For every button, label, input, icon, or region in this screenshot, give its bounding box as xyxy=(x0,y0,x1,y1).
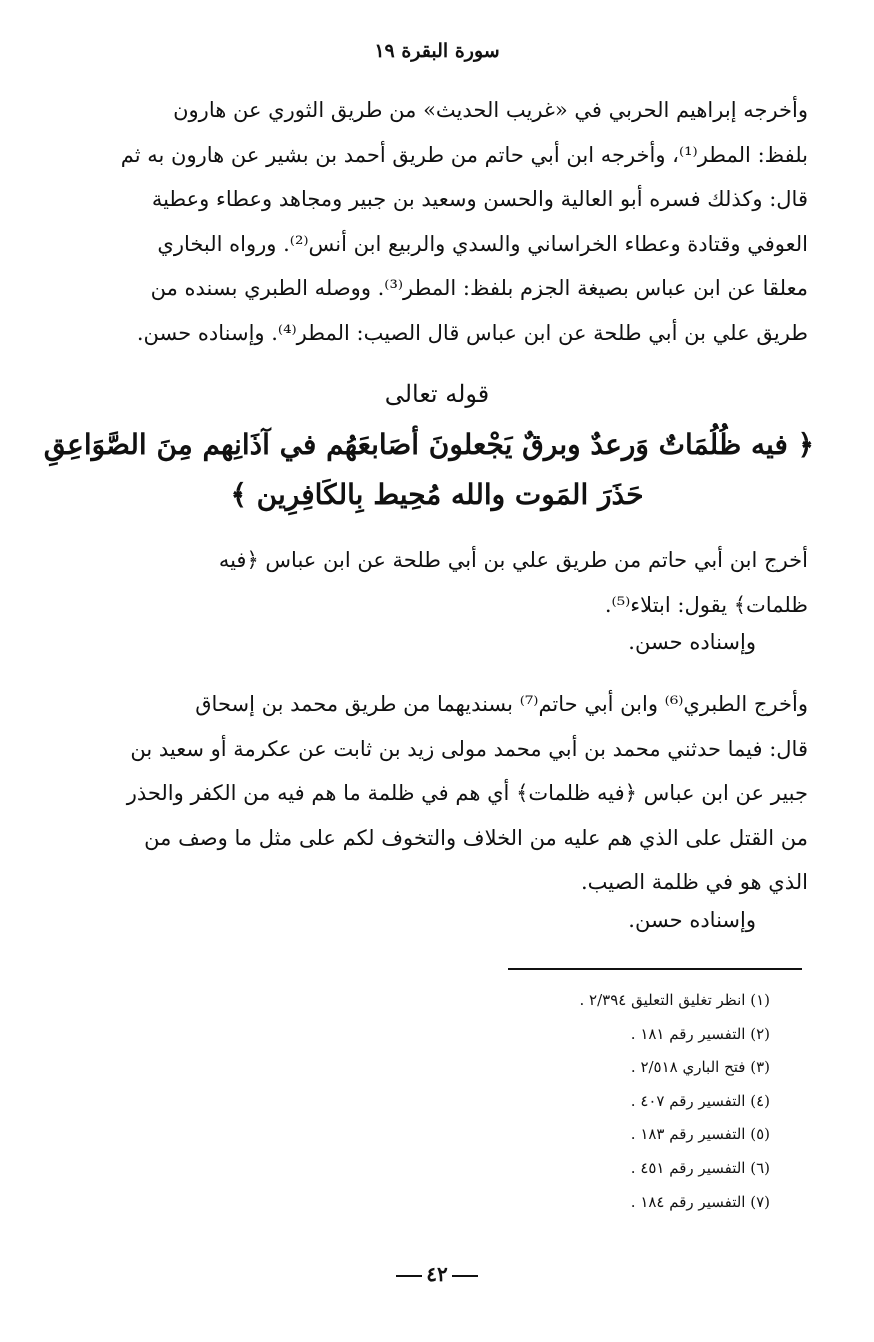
footnote-item: (٣) فتح الباري ٢/٥١٨ . xyxy=(630,1058,770,1077)
page-number-dash-right xyxy=(452,1275,478,1277)
paragraph-5-line: قال: فيما حدثني محمد بن أبي محمد مولى زيد بن ثابت عن عكرمة أو سعيد بن xyxy=(130,736,808,761)
verse-line-2: حَذَرَ المَوت والله مُحِيط بِالكَافِرِين ﴾ xyxy=(230,478,644,511)
footnotes-list xyxy=(579,984,770,1219)
paragraph-5-line: من القتل على الذي هم عليه من الخلاف والتخوف لكم على مثل ما وصف من xyxy=(144,825,808,850)
paragraph-5-line: وأخرج الطبري⁽⁶⁾ وابن أبي حاتم⁽⁷⁾ بسنديهما من طريق محمد بن إسحاق xyxy=(195,692,808,716)
footnote-item: (٧) التفسير رقم ١٨٤ . xyxy=(630,1192,770,1211)
footnote-item: (١) انظر تغليق التعليق ٢/٣٩٤ . xyxy=(579,991,770,1009)
paragraph-1-line: العوفي وقتادة وعطاء الخراساني والسدي والربيع ابن أنس⁽²⁾. ورواه البخاري xyxy=(157,231,808,256)
verse-intro: قوله تعالى xyxy=(384,380,490,408)
paragraph-4: وإسناده حسن. xyxy=(628,630,756,654)
paragraph-3-line: ظلمات﴾ يقول: ابتلاء⁽⁵⁾. xyxy=(604,592,808,617)
paragraph-1-line: طريق علي بن أبي طلحة عن ابن عباس قال الصيب: المطر⁽⁴⁾. وإسناده حسن. xyxy=(136,320,808,345)
footnote-item: (٦) التفسير رقم ٤٥١ . xyxy=(630,1158,770,1177)
paragraph-1-line: معلقا عن ابن عباس بصيغة الجزم بلفظ: المطر⁽³⁾. ووصله الطبري بسنده من xyxy=(150,276,808,300)
page-header-title: سورة البقرة ١٩ xyxy=(374,40,500,62)
paragraph-3-line: أخرج ابن أبي حاتم من طريق علي بن أبي طلحة عن ابن عباس ﴿فيه xyxy=(218,548,808,572)
footnote-item: (٢) التفسير رقم ١٨١ . xyxy=(630,1024,770,1043)
footnote-item: (٤) التفسير رقم ٤٠٧ . xyxy=(630,1091,770,1110)
paragraph-1-line: بلفظ: المطر⁽¹⁾، وأخرجه ابن أبي حاتم من طريق أحمد بن بشير عن هارون به ثم xyxy=(120,142,808,167)
paragraph-1-line: وأخرجه إبراهيم الحربي في «غريب الحديث» من طريق الثوري عن هارون xyxy=(173,98,808,122)
paragraph-1 xyxy=(96,88,808,355)
verse-line-1: ﴿ فيه ظُلُمَاتٌ وَرعدٌ وبرقٌ يَجْعلونَ أصَابعَهُم في آذَانِهم مِنَ الصَّوَاعِقِ xyxy=(43,428,814,461)
page-number xyxy=(0,1262,874,1286)
paragraph-6: وإسناده حسن. xyxy=(628,908,756,932)
footnote-divider xyxy=(508,968,802,970)
paragraph-5-line: جبير عن ابن عباس ﴿فيه ظلمات﴾ أي هم في ظلمة ما هم فيه من الكفر والحذر xyxy=(126,781,808,805)
page-number-value: ٤٢ xyxy=(426,1262,448,1286)
paragraph-1-line: قال: وكذلك فسره أبو العالية والحسن وسعيد بن جبير ومجاهد وعطاء وعطية xyxy=(151,187,808,211)
footnote-item: (٥) التفسير رقم ١٨٣ . xyxy=(630,1125,770,1144)
paragraph-5 xyxy=(96,682,808,905)
page-number-dash-left xyxy=(396,1275,422,1277)
paragraph-5-line: الذي هو في ظلمة الصيب. xyxy=(580,870,808,894)
paragraph-3 xyxy=(96,538,808,627)
